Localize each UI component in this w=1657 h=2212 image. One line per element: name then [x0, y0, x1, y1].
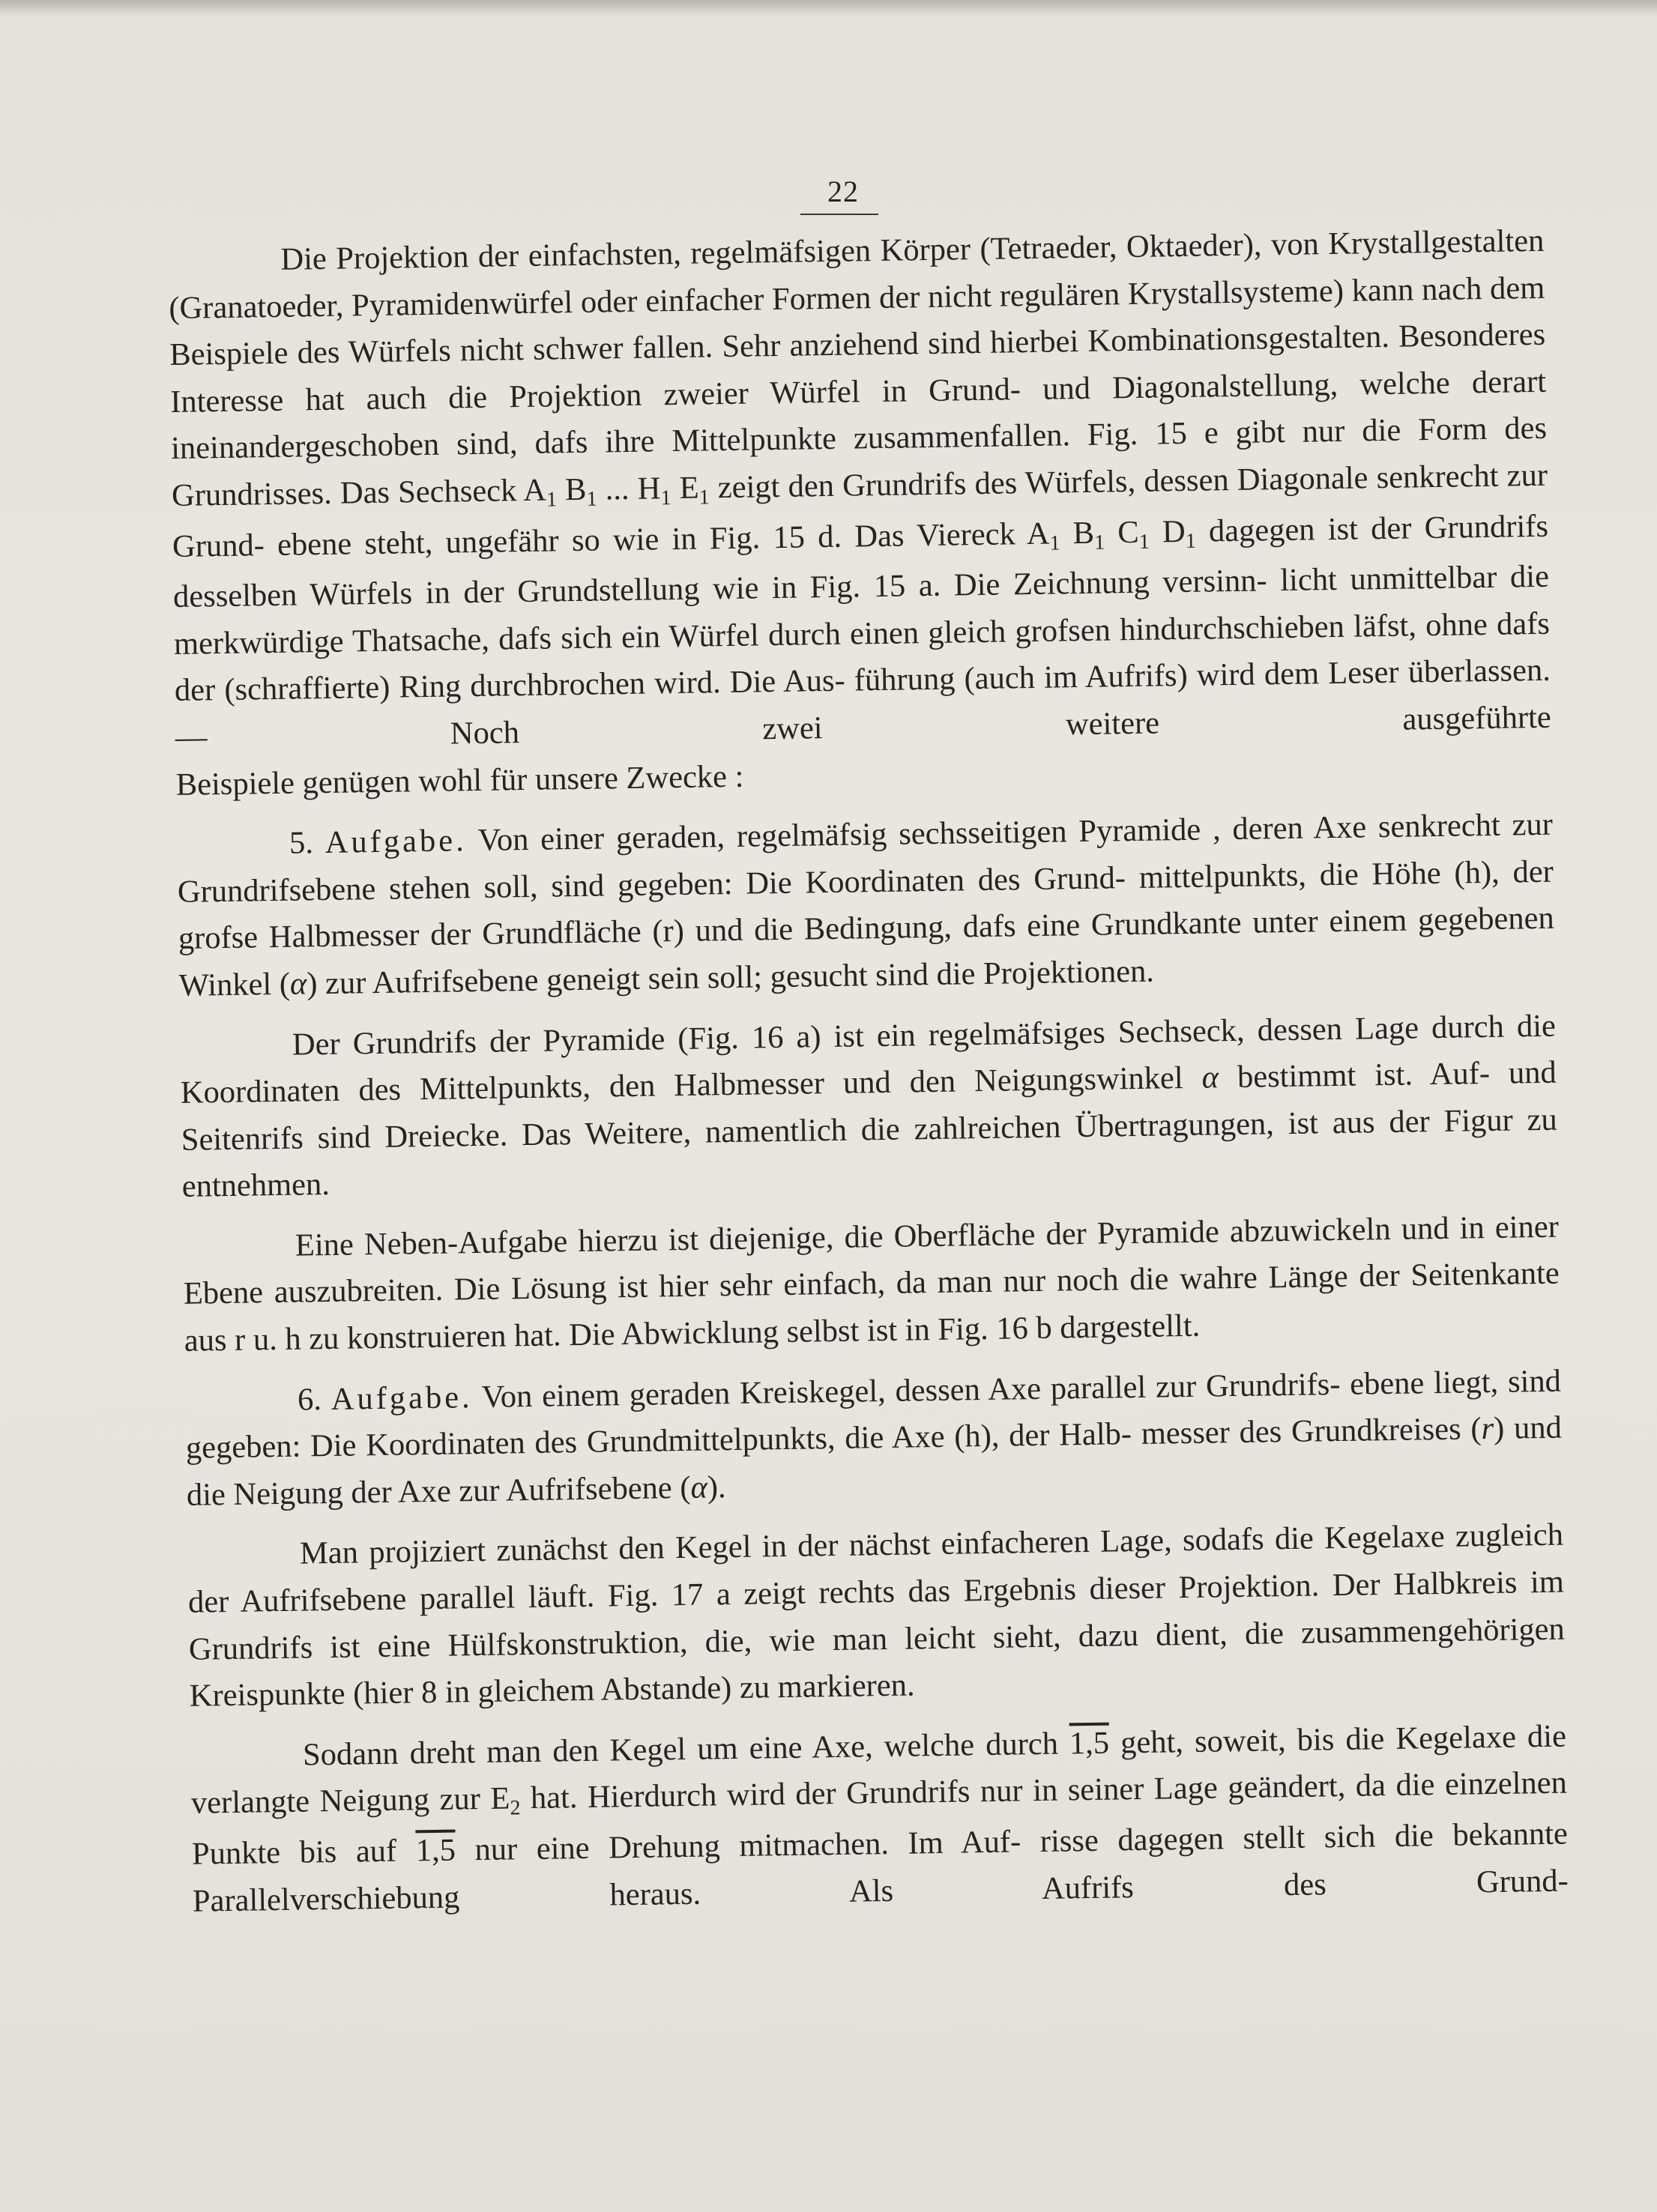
line: mittelpunkts, die Höhe (h), der grofse Halbmesser der Grundfläche (r) und die Bedingung, — [178, 853, 1554, 957]
alpha-symbol: α — [690, 1469, 708, 1505]
subscript: 2 — [510, 1796, 521, 1820]
paragraph-4 — [183, 1203, 1561, 1365]
text-run: C — [1117, 514, 1140, 550]
line: Die Projektion der einfachsten, regelmäfsigen Körper (Tetraeder, Oktaeder), von — [280, 226, 1320, 277]
scan-edge-shadow — [0, 0, 1657, 16]
paragraph-6 — [187, 1512, 1566, 1720]
line: Der Grundrifs der Pyramide (Fig. 16 a) ist ein regelmäfsiges Sechseck, dessen — [292, 1011, 1343, 1063]
line: wahre Länge der Seitenkante aus r u. h zu konstruieren hat. Die Abwicklung selbst ist — [184, 1256, 1560, 1359]
overlined-segment: 1,5 — [1069, 1725, 1110, 1762]
text-run: Sodann dreht man den Kegel um eine Axe, welche durch — [302, 1726, 1059, 1773]
paragraph-7 — [190, 1713, 1569, 1925]
text-run: D — [1162, 513, 1186, 549]
text-run: Kegelaxe die verlangte Neigung zur E — [190, 1718, 1567, 1822]
paragraph-3 — [180, 1003, 1559, 1211]
line: Mittelpunkte zusammenfallen. Fig. 15 e gibt nur die Form des Grundrisses. Das Sechseck — [171, 411, 1548, 513]
line: Von einer geraden, regelmäfsig sechsseitigen Pyramide , deren — [477, 810, 1304, 859]
line: bestimmt ist. Auf- und Seitenrifs sind Dreiecke. Das Weitere, namentlich die zahlreichen — [181, 1054, 1557, 1158]
subscript: 1 — [546, 488, 558, 512]
text-run: B — [1072, 515, 1095, 551]
text-run: dagegen ist der — [1208, 510, 1412, 549]
paragraph-1 — [168, 218, 1551, 762]
line: Kegelaxe zugleich der Aufrifsebene parallel läuft. Fig. 17 a zeigt rechts das Ergebnis dieser — [187, 1517, 1564, 1620]
line: ebene liegt, sind gegeben: Die Koordinaten des Grundmittelpunkts, die Axe (h), der Halb- — [185, 1363, 1562, 1466]
text-run: geht, soweit, bis die — [1120, 1720, 1385, 1761]
line: sieht, dazu dient, die zusammengehörigen Kreispunkte (hier 8 in gleichem Abstande) — [189, 1611, 1566, 1714]
subscript: 1 — [1094, 531, 1105, 554]
text-run: B — [564, 471, 587, 508]
task-number: 5. — [289, 825, 314, 861]
line — [277, 510, 1412, 562]
line: Krystallgestalten (Granatoeder, Pyramidenwürfel oder einfacher Formen der nicht regulären — [169, 223, 1545, 326]
subscript: 1 — [586, 487, 597, 511]
alpha-symbol: α — [1201, 1060, 1219, 1096]
text-run: E — [679, 470, 699, 506]
text-run: ). — [707, 1469, 726, 1505]
line: sind hierbei Kombinationsgestalten. Besonderes Interesse hat auch die Projektion zweier — [169, 316, 1546, 420]
text-run: dafs eine Grundkante unter einem gegebenen Winkel ( — [178, 900, 1555, 1003]
text-run: hat. Hierdurch wird der Grundrifs nur in seiner — [530, 1771, 1144, 1816]
line: Axe senkrecht zur Grundrifsebene stehen soll, sind gegeben: Die Koordinaten des Grund- — [177, 806, 1554, 910]
line: Beispiele genügen wohl für unsere Zwecke : — [175, 758, 744, 803]
line: Übertragungen, ist aus der Figur zu entnehmen. — [181, 1102, 1558, 1205]
paragraph-task-6 — [185, 1358, 1563, 1519]
text-run: ) zur Aufrifsebene geneigt sein soll; — [306, 959, 763, 1002]
subscript: 1 — [1049, 531, 1060, 555]
text-run: ebene steht, ungefähr so wie in Fig. 15 d. Das Viereck A — [277, 516, 1050, 563]
paragraph-task-5 — [177, 802, 1556, 1010]
text-run: ) und die Neigung der Axe zur Aufrifsebene ( — [186, 1409, 1563, 1513]
task-label: Aufgabe. — [331, 1379, 473, 1417]
subscript: 1 — [660, 486, 671, 510]
text-run: ... H — [605, 471, 661, 507]
text-run: Lage geändert, da die einzelnen Punkte bis auf — [191, 1765, 1568, 1872]
subscript: 1 — [698, 486, 710, 510]
page-number-rule — [800, 214, 878, 215]
text-run: messer des Grundkreises ( — [1141, 1411, 1482, 1452]
line: gesucht sind die Projektionen. — [770, 953, 1155, 995]
line: führung (auch im Aufrifs) wird dem Leser überlassen. — Noch zwei weitere ausgeführte — [175, 653, 1552, 755]
task-number: 6. — [297, 1381, 322, 1418]
line: Grundrifs desselben Würfels in der Grundstellung wie in Fig. 15 a. Die Zeichnung versinn- — [172, 508, 1549, 615]
body-text — [168, 218, 1569, 1925]
alpha-symbol: α — [289, 966, 307, 1002]
line: risse dagegen stellt sich die bekannte Parallelverschiebung heraus. Als Aufrifs des Grund- — [192, 1816, 1569, 1919]
line: Würfel in Grund- und Diagonalstellung, welche derart ineinandergeschoben sind, dafs ihre — [170, 363, 1547, 467]
line — [303, 1721, 1385, 1772]
subscript: 1 — [1185, 529, 1197, 553]
line: Krystallsysteme) kann nach dem Beispiele des Würfels nicht schwer fallen. Sehr anziehend — [169, 270, 1545, 373]
line: in Fig. 16 b dargestellt. — [905, 1308, 1201, 1348]
r-symbol: r — [1481, 1411, 1494, 1447]
overlined-segment: 1,5 — [415, 1832, 456, 1869]
text-run: zeigt den Grundrifs des Würfels, dessen Diagonale senkrecht zur Grund- — [172, 457, 1548, 564]
page-number: 22 — [827, 175, 859, 208]
line: Von einem geraden Kreiskegel, dessen Axe parallel zur Grundrifs- — [481, 1366, 1341, 1415]
line: hindurchschieben läfst, ohne dafs der (schraffierte) Ring durchbrochen wird. Die Aus- — [174, 605, 1551, 709]
task-label: Aufgabe. — [325, 823, 467, 861]
line: Man projiziert zunächst den Kegel in der nächst einfacheren Lage, sodafs die — [299, 1520, 1315, 1572]
text-run: A — [522, 472, 547, 508]
line: und in einer Ebene auszubreiten. Die Lösung ist hier sehr einfach, da man nur noch die — [183, 1209, 1560, 1312]
text-run: Lage durch die Koordinaten des Mittelpunkts, den Halbmesser und den Neigungswinkel — [180, 1008, 1557, 1110]
text-run: nur eine Drehung mitmachen. Im Auf- — [474, 1824, 1021, 1868]
line: Eine Neben-Aufgabe hierzu ist diejenige, die Oberfläche der Pyramide abzuwickeln — [295, 1211, 1391, 1263]
subscript: 1 — [1138, 530, 1150, 554]
line: zu markieren. — [739, 1667, 915, 1706]
line: licht unmittelbar die merkwürdige Thatsache, dafs sich ein Würfel durch einen gleich grofsen — [173, 558, 1550, 662]
line: Projektion. Der Halbkreis im Grundrifs ist eine Hülfskonstruktion, die, wie man leicht — [188, 1564, 1565, 1667]
